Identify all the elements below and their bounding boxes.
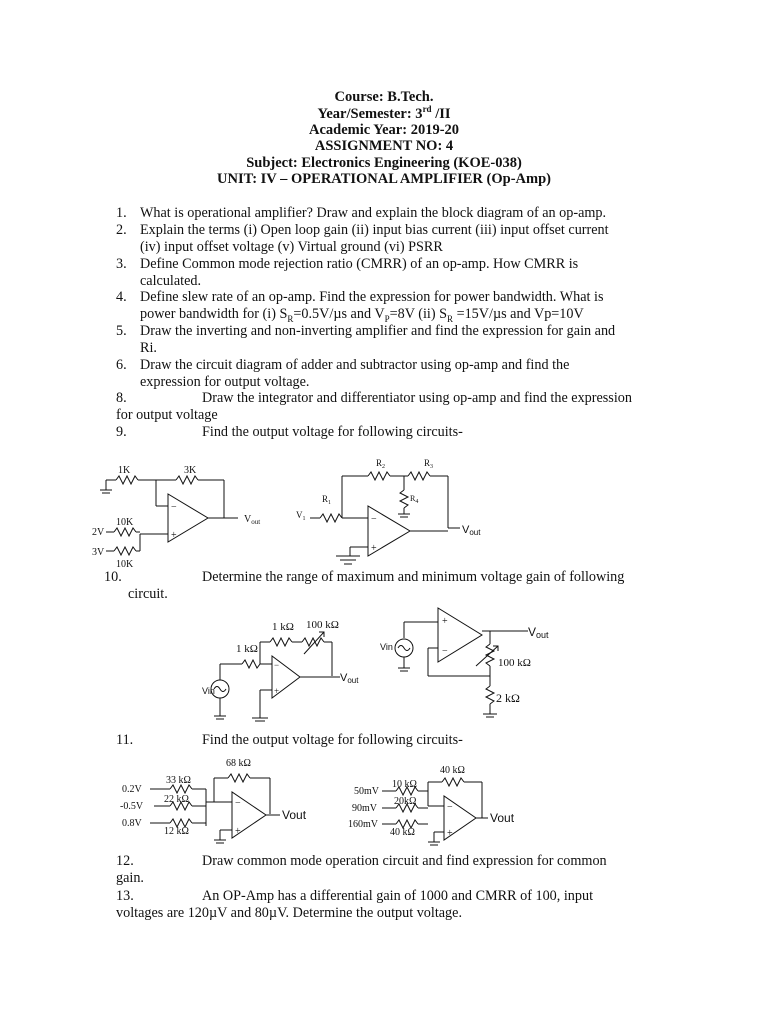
question-text: Find the output voltage for following circuits- [202,424,463,440]
label-10k-top: 10K [116,517,134,528]
label-1k: 1K [118,465,131,476]
label-22k: 22 kΩ [164,794,189,805]
ac-wave [398,646,410,651]
academic-year-line: Academic Year: 2019-20 [308,122,460,138]
q4-sub: R [287,313,294,324]
question-8 [116,390,632,407]
assignment-line: ASSIGNMENT NO: 4 [314,138,454,154]
question-number: 5. [116,323,127,339]
minus-sign: − [371,514,377,525]
label-1k-input: 1 kΩ [236,643,258,655]
label-0.2v: 0.2V [122,784,142,795]
question-1 [116,205,606,222]
circuit-11a [120,756,320,846]
question-5 [116,323,615,357]
question-text: Draw the circuit diagram of adder and subtractor using op-amp and find the [140,357,570,373]
course-line: Course: B.Tech. [334,89,434,105]
question-text-continued [116,306,603,323]
minus-sign: − [235,798,241,809]
question-text: What is operational amplifier? Draw and explain the block diagram of an op-amp. [140,205,607,221]
question-text: Draw the integrator and differentiator using op-amp and find the expression [202,390,632,406]
question-8-continued: for output voltage [116,407,218,423]
q4-sub: R [447,313,454,324]
plus-sign: + [274,686,280,696]
label-r3: $R_3$ [424,458,434,470]
resistor-2k [486,686,494,704]
q4-sub: P [384,313,390,324]
question-number: 11. [116,732,134,748]
resistor-r2 [368,472,390,480]
label-0.8v: 0.8V [122,818,142,829]
output-label: Vout [528,625,549,640]
plus-sign: + [447,828,453,839]
question-text: Draw common mode operation circuit and find expression for common [202,853,607,869]
label-neg0.5v: -0.5V [120,801,144,812]
label-68k: 68 kΩ [226,758,251,769]
potentiometer-100k [486,644,494,666]
label-33k: 33 kΩ [166,775,191,786]
question-text-continued: Ri. [140,339,157,356]
circuit-10b [370,600,570,725]
label-90mv: 90mV [352,803,377,814]
question-number: 2. [116,222,127,238]
plus-sign: + [442,616,448,627]
label-20k: 20kΩ [394,796,417,807]
q4-part: =8V (ii) S [389,305,447,322]
resistor-40k-feedback [442,778,464,786]
label-r4: $R_4$ [410,494,419,505]
label-r2: $R_2$ [376,458,386,470]
question-text: Find the output voltage for following circuits- [202,732,463,748]
minus-sign: − [447,802,453,813]
minus-sign: − [442,646,448,657]
question-number: 13. [116,888,134,904]
subject-line: Subject: Electronics Engineering (KOE-038) [246,155,522,171]
question-9 [116,424,463,441]
output-label: Vout [340,672,359,685]
circuit-11b [348,760,548,850]
q4-part: =15V/µs and Vp=10V [453,305,584,322]
label-2k: 2 kΩ [496,691,520,705]
resistor-r4 [400,490,408,508]
resistor-1k [116,476,138,484]
year-semester-line [0,106,768,123]
question-number: 4. [116,289,127,305]
question-13-continued: voltages are 120µV and 80µV. Determine the output voltage. [116,905,462,921]
label-40k-input: 40 kΩ [390,827,415,838]
question-text: Determine the range of maximum and minimum voltage gain of following [202,569,625,585]
circuit-9a [88,458,278,578]
resistor-r3 [408,472,430,480]
label-10k-bottom: 10K [116,559,134,570]
question-text-continued: calculated. [140,272,202,289]
ac-wave [214,687,226,692]
label-3v: 3V [92,547,105,558]
question-text: Explain the terms (i) Open loop gain (ii) input bias current (iii) input offset current [140,222,609,238]
question-11 [116,732,463,749]
resistor-1k-input [242,660,260,668]
label-vin: Vin [202,686,215,696]
output-label: Vout [490,811,515,825]
year-semester-suffix: /II [431,106,451,122]
minus-sign: − [171,502,177,513]
unit-line: UNIT: IV – OPERATIONAL AMPLIFIER (Op-Amp) [217,171,551,187]
question-text-continued: expression for output voltage. [140,373,310,390]
question-number: 8. [116,390,127,406]
resistor-1k-feedback [270,638,292,646]
label-vin: Vin [380,642,393,652]
label-3k: 3K [184,465,197,476]
label-10k: 10 kΩ [392,779,417,790]
label-100k-pot: 100 kΩ [306,619,339,631]
label-r1: $R_1$ [322,494,332,506]
label-2v: 2V [92,527,105,538]
question-number: 9. [116,424,127,440]
question-12-continued: gain. [116,870,144,886]
question-6 [116,357,569,391]
label-160mv: 160mV [348,819,378,830]
label-100k-pot: 100 kΩ [498,657,531,669]
label-v1: $V_1$ [296,510,306,522]
question-number: 12. [116,853,134,869]
question-number: 1. [116,205,127,221]
question-text: Define Common mode rejection ratio (CMRR) of an op-amp. How CMRR is [140,256,579,272]
output-label: Vout [282,808,307,822]
plus-sign: + [171,530,177,541]
question-10-continued: circuit. [128,586,168,602]
plus-sign: + [235,826,241,837]
circuit-10a [200,612,370,730]
year-semester-superscript: rd [422,104,432,115]
label-50mv: 50mV [354,786,379,797]
output-label: Vout [462,524,481,537]
question-text: An OP-Amp has a differential gain of 1000 and CMRR of 100, input [202,888,594,904]
question-3 [116,256,578,290]
resistor-33k [170,785,192,793]
question-number: 10. [104,569,122,585]
resistor-3k [176,476,198,484]
resistor-68k [228,774,250,782]
label-1k-feedback: 1 kΩ [272,621,294,633]
plus-sign: + [371,543,377,554]
question-4 [116,289,603,323]
resistor-10k-bottom [114,547,136,555]
question-13 [116,888,594,905]
circuit-9b [290,452,490,572]
output-label: $V_{out}$ [244,514,261,526]
resistor-10k-top [114,528,136,536]
q4-part: =0.5V/µs and V [293,305,385,322]
label-40k-feedback: 40 kΩ [440,765,465,776]
question-text: Draw the inverting and non-inverting amplifier and find the expression for gain and [140,323,616,339]
question-number: 3. [116,256,127,272]
year-semester-text: Year/Semester: 3 [317,106,423,122]
question-number: 6. [116,357,127,373]
q4-part: power bandwidth for (i) S [140,305,288,322]
question-12 [116,853,607,870]
question-2 [116,222,609,256]
resistor-r1 [320,514,342,522]
question-text-continued: (iv) input offset voltage (v) Virtual ground (vi) PSRR [140,238,443,255]
question-text: Define slew rate of an op-amp. Find the expression for power bandwidth. What is [140,289,604,305]
label-12k: 12 kΩ [164,826,189,837]
minus-sign: − [274,660,280,670]
question-10 [104,569,625,586]
